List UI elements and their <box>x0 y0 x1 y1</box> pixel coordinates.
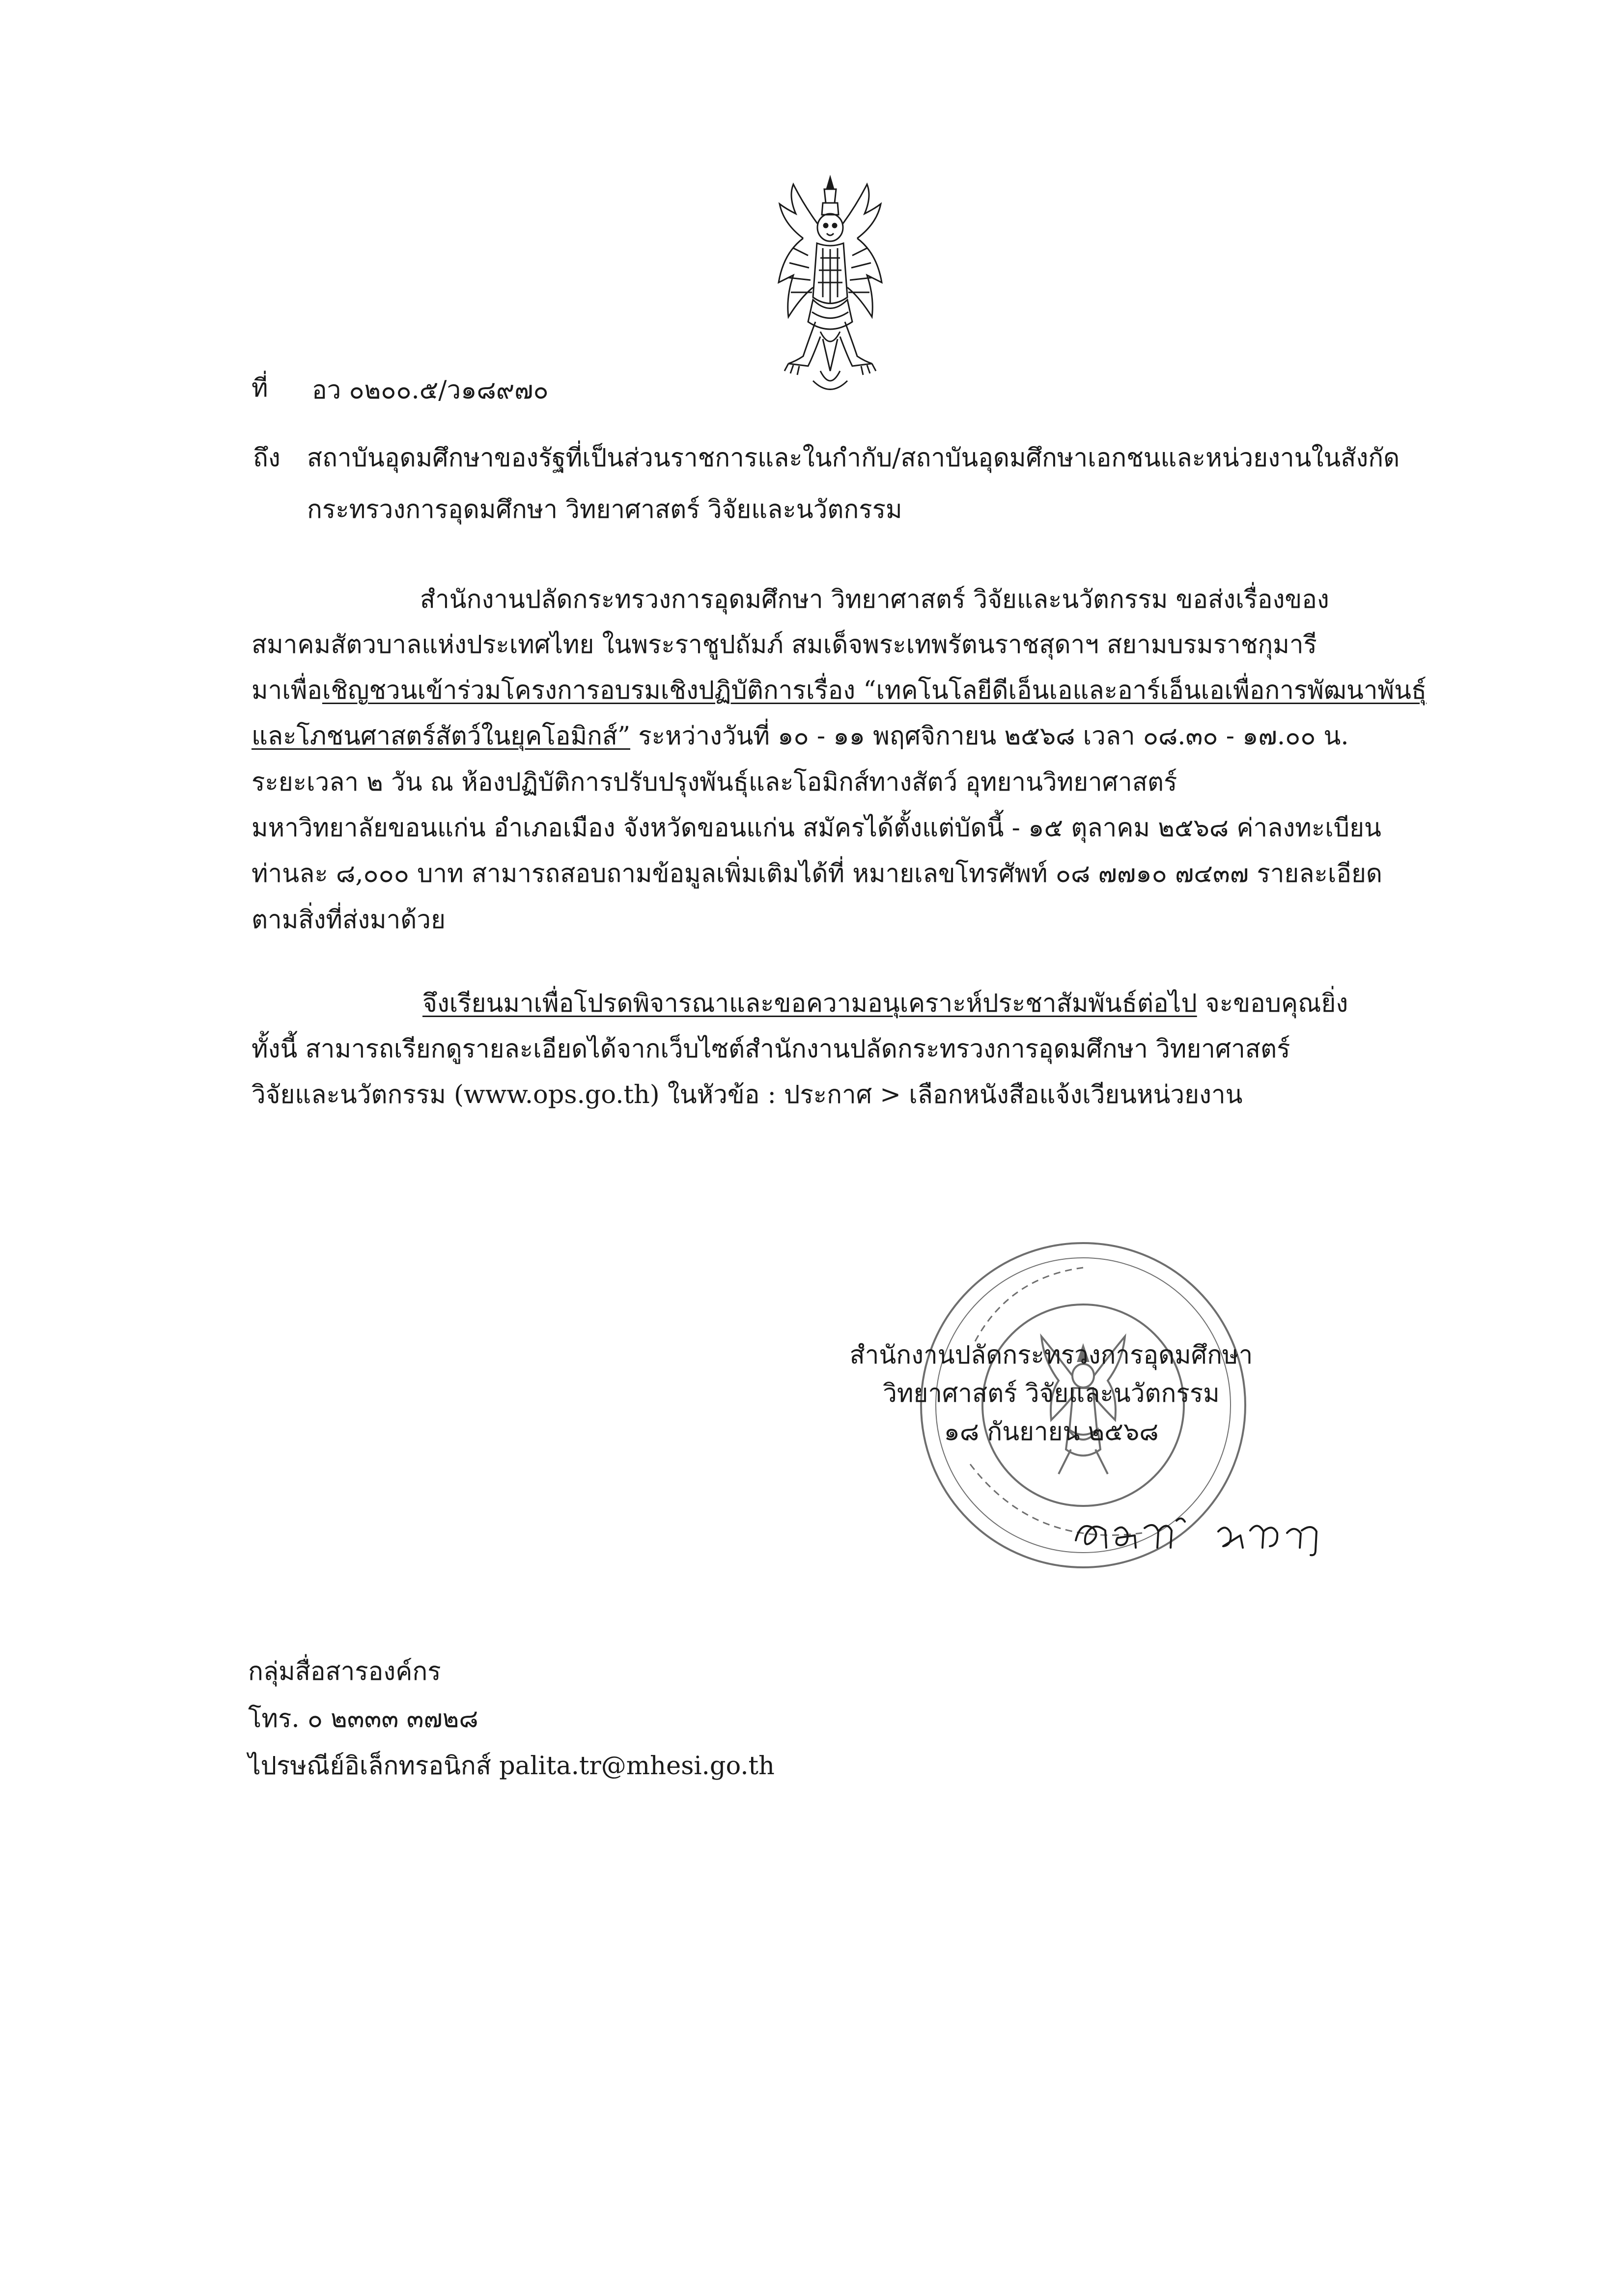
signature-org-line-1: สำนักงานปลัดกระทรวงการอุดมศึกษา <box>849 1341 1253 1370</box>
body-p1-line-3a: มาเพื่อ <box>252 676 322 705</box>
contact-block <box>248 1648 775 1790</box>
contact-department: กลุ่มสื่อสารองค์กร <box>248 1657 441 1686</box>
handwritten-signature <box>1071 1501 1326 1560</box>
body-p1-line-5: ระยะเวลา ๒ วัน ณ ห้องปฏิบัติการปรับปรุงพันธุ์และโอมิกส์ทางสัตว์ อุทยานวิทยาศาสตร์ <box>252 768 1177 797</box>
body-p2-line-1a: จึงเรียนมาเพื่อโปรดพิจารณาและขอความอนุเคราะห์ประชาสัมพันธ์ต่อไป <box>422 989 1197 1018</box>
body-p2-line-1b: จะขอบคุณยิ่ง <box>1197 989 1348 1018</box>
signature-org-line-2: วิทยาศาสตร์ วิจัยและนวัตกรรม <box>883 1379 1220 1408</box>
body-p1-line-4 <box>252 720 1349 753</box>
to-label: ถึง <box>253 444 280 473</box>
body-p1-line-4b: ระหว่างวันที่ ๑๐ - ๑๑ พฤศจิกายน ๒๕๖๘ เวลา ๐๘.๓๐ - ๑๗.๐๐ น. <box>630 722 1349 751</box>
body-p1-line-8: ตามสิ่งที่ส่งมาด้วย <box>252 906 446 935</box>
body-p2-line-3: วิจัยและนวัตกรรม (www.ops.go.th) ในหัวข้อ : ประกาศ > เลือกหนังสือแจ้งเวียนหน่วยงาน <box>252 1080 1243 1109</box>
ref-label: ที่ <box>252 374 268 403</box>
body-p1-line-3b: เชิญชวนเข้าร่วมโครงการอบรมเชิงปฏิบัติการเรื่อง “เทคโนโลยีดีเอ็นเอและอาร์เอ็นเอเพื่อการพัฒนาพันธุ์ <box>322 676 1427 705</box>
body-p1-line-4a: และโภชนศาสตร์สัตว์ในยุคโอมิกส์” <box>252 722 631 751</box>
body-p2-line-2: ทั้งนี้ สามารถเรียกดูรายละเอียดได้จากเว็บไซต์สำนักงานปลัดกระทรวงการอุดมศึกษา วิทยาศาสตร์ <box>252 1035 1290 1064</box>
body-p1-line-7: ท่านละ ๘,๐๐๐ บาท สามารถสอบถามข้อมูลเพิ่มเติมได้ที่ หมายเลขโทรศัพท์ ๐๘ ๗๗๑๐ ๗๔๓๗ รายละเอียด <box>252 859 1382 888</box>
body-p2-line-1 <box>422 988 1348 1020</box>
contact-email: ไปรษณีย์อิเล็กทรอนิกส์ palita.tr@mhesi.go.th <box>248 1752 775 1781</box>
signature-block <box>806 1336 1297 1451</box>
contact-phone: โทร. ๐ ๒๓๓๓ ๓๗๒๘ <box>248 1704 478 1733</box>
signature-date: ๑๘ กันยายน ๒๕๖๘ <box>944 1417 1159 1446</box>
body-p1-line-1: สำนักงานปลัดกระทรวงการอุดมศึกษา วิทยาศาสตร์ วิจัยและนวัตกรรม ขอส่งเรื่องของ <box>420 585 1329 614</box>
body-p1-line-2: สมาคมสัตวบาลแห่งประเทศไทย ในพระราชูปถัมภ์ สมเด็จพระเทพรัตนราชสุดาฯ สยามบรมราชกุมารี <box>252 630 1317 659</box>
garuda-emblem-icon <box>774 174 887 400</box>
recipient-line-1: สถาบันอุดมศึกษาของรัฐที่เป็นส่วนราชการและในกำกับ/สถาบันอุดมศึกษาเอกชนและหน่วยงานในสังกัด <box>307 444 1400 473</box>
recipient-line-2: กระทรวงการอุดมศึกษา วิทยาศาสตร์ วิจัยและนวัตกรรม <box>307 495 902 524</box>
body-p1-line-6: มหาวิทยาลัยขอนแก่น อำเภอเมือง จังหวัดขอนแก่น สมัครได้ตั้งแต่บัดนี้ - ๑๕ ตุลาคม ๒๕๖๘ ค่าลงทะเบียน <box>252 814 1381 843</box>
body-p1-line-3 <box>252 675 1427 707</box>
ref-number: อว ๐๒๐๐.๕/ว๑๘๙๗๐ <box>312 376 549 405</box>
